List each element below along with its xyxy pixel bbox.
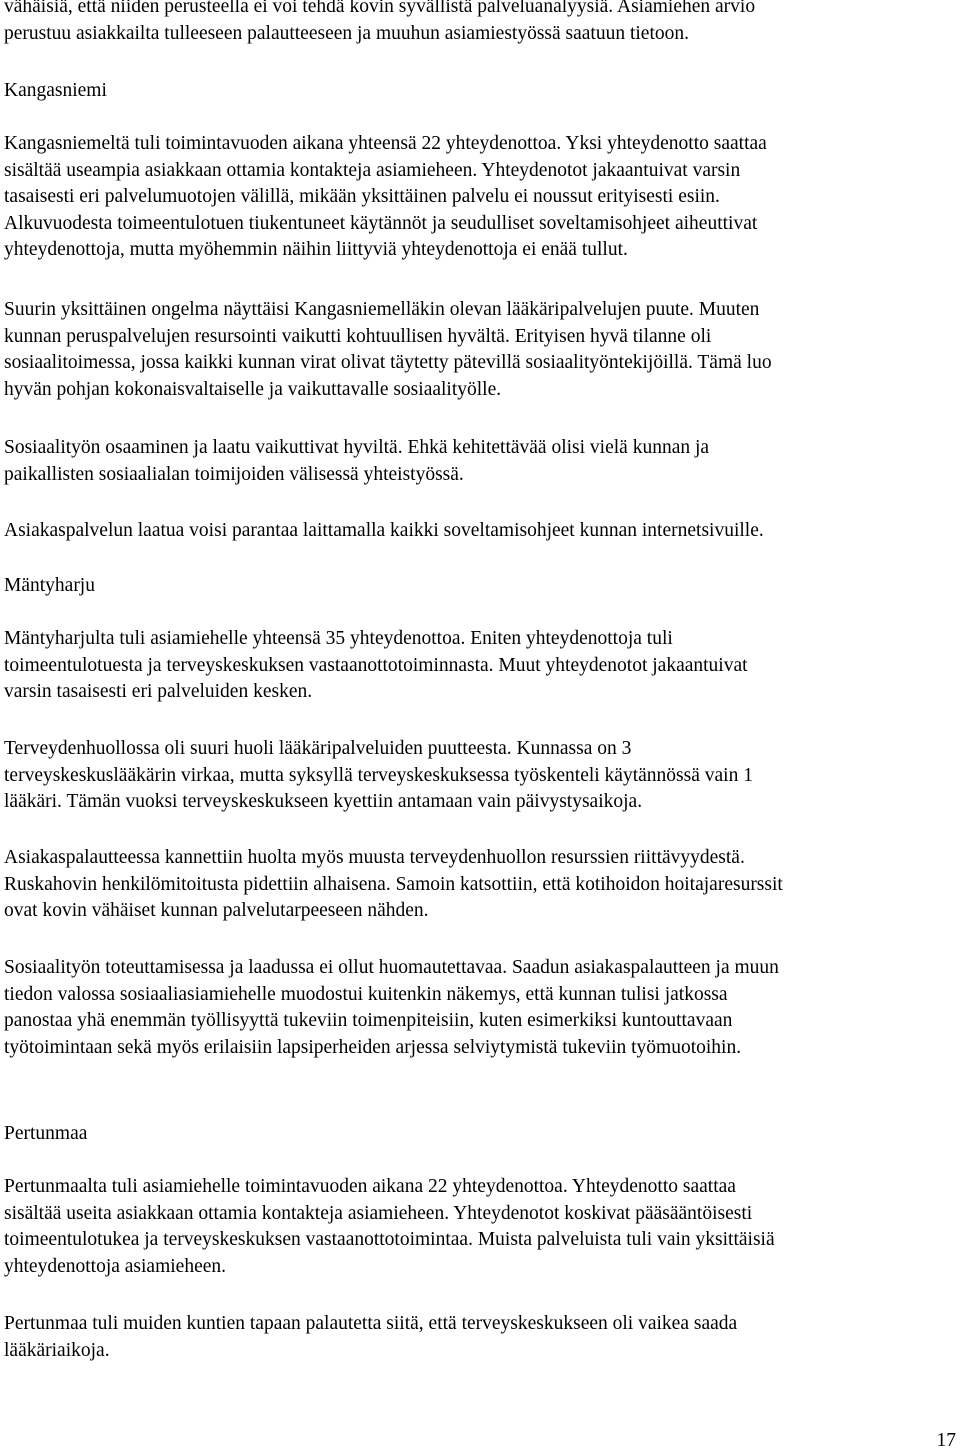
text-line: tasaisesti eri palvelumuotojen välillä, mikään yksittäinen palvelu ei noussut erityisesti esiin.	[4, 186, 720, 207]
text-line: lääkäriaikoja.	[4, 1339, 110, 1361]
paragraph	[4, 626, 748, 706]
text-line: lääkäri. Tämän vuoksi terveyskeskukseen kyettiin antamaan vain päivystysaikoja.	[4, 791, 643, 812]
text-line: varsin tasaisesti eri palveluiden kesken.	[4, 681, 313, 702]
text-line: Suurin yksittäinen ongelma näyttäisi Kangasniemelläkin olevan lääkäripalvelujen puute. Muuten	[4, 299, 760, 320]
paragraph	[4, 1174, 775, 1280]
page-number: 17	[936, 1430, 956, 1451]
text-line: perustuu asiakkailta tulleeseen palautteeseen ja muuhun asiamiestyössä saatuun tietoon.	[4, 22, 690, 44]
text-line: vähäisiä, että niiden perusteella ei voi tehdä kovin syvällistä palveluanalyysiä. Asiamiehen arvio	[4, 0, 756, 17]
section-heading-pertunmaa: Pertunmaa	[4, 1123, 88, 1144]
text-line: Pertunmaa tuli muiden kuntien tapaan palautetta siitä, että terveyskeskukseen oli vaikea saada	[4, 1313, 738, 1334]
text-line: Sosiaalityön osaaminen ja laatu vaikuttivat hyviltä. Ehkä kehitettävää olisi vielä kunnan ja	[4, 437, 710, 458]
paragraph	[4, 435, 709, 488]
paragraph	[4, 955, 779, 1061]
text-line: Sosiaalityön toteuttamisessa ja laadussa ei ollut huomautettavaa. Saadun asiakaspalautteen ja muun	[4, 957, 779, 978]
text-line: Asiakaspalvelun laatua voisi parantaa laittamalla kaikki soveltamisohjeet kunnan internetsivuille.	[4, 520, 764, 541]
text-line: Terveydenhuollossa oli suuri huoli lääkäripalveluiden puutteesta. Kunnassa on 3	[4, 738, 632, 759]
text-line: toimeentulotuesta ja terveyskeskuksen vastaanottotoiminnasta. Muut yhteydenotot jakaantuivat	[4, 654, 748, 676]
text-line: Asiakaspalautteessa kannettiin huolta myös muusta terveydenhuollon resurssien riittävyydestä.	[4, 847, 745, 868]
text-line: sisältää useampia asiakkaan ottamia kontakteja asiamieheen. Yhteydenotot jakaantuivat varsin	[4, 159, 741, 181]
text-line: Kangasniemeltä tuli toimintavuoden aikana yhteensä 22 yhteydenottoa. Yksi yhteydenotto saattaa	[4, 133, 767, 154]
text-line: hyvän pohjan kokonaisvaltaiselle ja vaikuttavalle sosiaalityölle.	[4, 378, 502, 400]
text-line: kunnan peruspalvelujen resursointi vaikutti kohtuullisen hyvältä. Erityisen hyvä tilanne oli	[4, 325, 712, 347]
section-heading-mantyharju: Mäntyharju	[4, 575, 95, 596]
paragraph	[4, 845, 783, 925]
text-line: Ruskahovin henkilömitoitusta pidettiin alhaisena. Samoin katsottiin, että kotihoidon hoitajaresurssit	[4, 873, 783, 895]
text-line: ovat kovin vähäiset kunnan palvelutarpeeseen nähden.	[4, 900, 429, 921]
text-line: sosiaalitoimessa, jossa kaikki kunnan virat olivat täytetty pätevillä sosiaalityöntekijöillä. Tämä luo	[4, 352, 772, 373]
text-line: työtoimintaan sekä myös erilaisiin lapsiperheiden arjessa selviytymistä tukeviin työmuotoihin.	[4, 1036, 742, 1058]
text-line: yhteydenottoja, mutta myöhemmin näihin liittyviä yhteydenottoja ei enää tullut.	[4, 239, 628, 260]
intro-paragraph	[4, 0, 755, 47]
paragraph	[4, 131, 767, 264]
section-heading-kangasniemi: Kangasniemi	[4, 80, 107, 101]
paragraph	[4, 736, 753, 816]
text-line: Mäntyharjulta tuli asiamiehelle yhteensä 35 yhteydenottoa. Eniten yhteydenottoja tuli	[4, 628, 673, 649]
paragraph	[4, 1311, 737, 1364]
text-line: Alkuvuodesta toimeentulotuen tiukentuneet käytännöt ja seudulliset soveltamisohjeet aiheuttivat	[4, 212, 758, 234]
text-line: yhteydenottoja asiamieheen.	[4, 1255, 227, 1277]
text-line: Pertunmaalta tuli asiamiehelle toimintavuoden aikana 22 yhteydenottoa. Yhteydenotto saattaa	[4, 1176, 736, 1197]
text-line: panostaa yhä enemmän työllisyyttä tukeviin toimenpiteisiin, kuten esimerkiksi kuntouttavaan	[4, 1010, 733, 1031]
paragraph	[4, 518, 764, 545]
text-line: paikallisten sosiaalialan toimijoiden välisessä yhteistyössä.	[4, 463, 464, 485]
text-line: sisältää useita asiakkaan ottamia kontakteja asiamieheen. Yhteydenotot koskivat pääsääntöisesti	[4, 1202, 753, 1224]
text-line: terveyskeskuslääkärin virkaa, mutta syksyllä terveyskeskuksessa työskenteli käytännössä vain 1	[4, 764, 753, 786]
text-line: toimeentulotukea ja terveyskeskuksen vastaanottotoimintaa. Muista palveluista tuli vain yksittäisiä	[4, 1229, 775, 1250]
paragraph	[4, 297, 772, 403]
text-line: tiedon valossa sosiaaliasiamiehelle muodostui kuitenkin näkemys, että kunnan tulisi jatkossa	[4, 983, 728, 1005]
